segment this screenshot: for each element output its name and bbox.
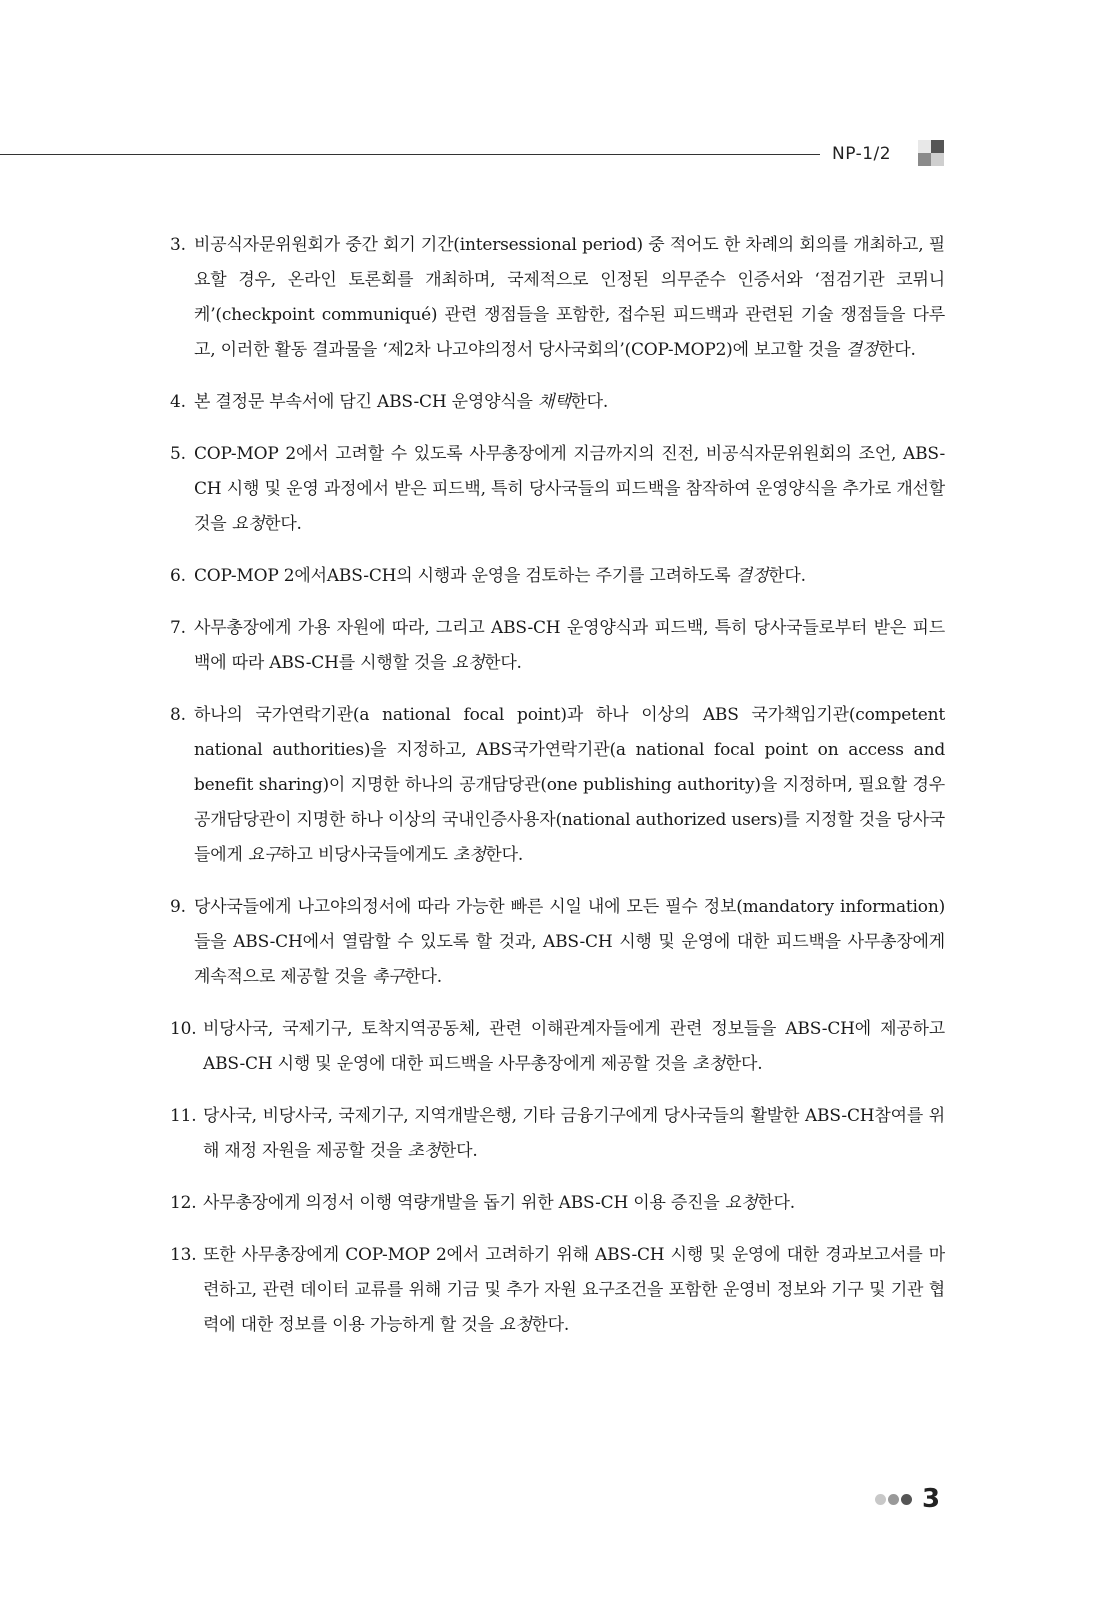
paragraph-text: [194, 385, 945, 420]
text-run: 하나의 국가연락기관(a national focal point)과 하나 이상의 ABS 국가책임기관(competent national authorities)을 지정하고, ABS국가연락기관(a national focal point on access and benefit sharing)이 지명한 하나의 공개담당관(one publishing authority)을 지정하며, 필요할 경우 공개담당관이 지명한 하나 이상의 국내인증사용자(national authorized users)를 지정할 것을 당사국들에게: [194, 705, 946, 865]
paragraph-text: [203, 1012, 945, 1082]
paragraph-text: [203, 1186, 945, 1221]
text-run: 한다.: [484, 653, 522, 673]
emphasized-verb: 요청: [231, 514, 265, 534]
paragraph-item: [170, 1012, 945, 1082]
text-run: 한다.: [264, 514, 302, 534]
emphasized-verb: 초청: [692, 1054, 725, 1074]
paragraph-number: 9.: [170, 897, 186, 917]
paragraph-text: [194, 228, 945, 368]
text-run: 하고 비당사국들에게도: [280, 845, 453, 865]
text-run: 당사국들에게 나고야의정서에 따라 가능한 빠른 시일 내에 모든 필수 정보(mandatory information)들을 ABS-CH에서 열람할 수 있도록 할 것과, ABS-CH 시행 및 운영에 대한 피드백을 사무총장에게 계속적으로 제공할 것을: [194, 897, 945, 987]
emphasized-verb: 요청: [724, 1193, 758, 1213]
text-run: 한다.: [724, 1054, 763, 1074]
paragraph-number: 12.: [170, 1193, 197, 1213]
paragraph-number: 11.: [170, 1106, 197, 1126]
text-run: 비공식자문위원회가 중간 회기 기간(intersessional period) 중 적어도 한 차례의 회의를 개최하고, 필요할 경우, 온라인 토론회를 개최하며, 국제적으로 인정된 의무준수 인증서와 ‘점검기관 코뮈니케’(checkpoint communiqué) 관련 쟁점들을 포함한, 접수된 피드백과 관련된 기술 쟁점들을 다루고, 이러한 활동 결과물을 ‘제2차 나고야의정서 당사국회의’(COP-MOP2)에 보고할 것을: [194, 235, 945, 360]
paragraph-item: [170, 559, 945, 594]
text-run: 한다.: [878, 340, 916, 360]
emphasized-verb: 결정: [735, 566, 769, 586]
paragraph-number: 3.: [170, 235, 186, 255]
paragraph-number: 5.: [170, 444, 186, 464]
paragraph-item: [170, 385, 945, 420]
paragraph-text: [194, 890, 945, 995]
emphasized-verb: 초청: [407, 1141, 440, 1161]
page-number: 3: [922, 1484, 941, 1514]
page-footer: [875, 1484, 940, 1514]
text-run: 사무총장에게 가용 자원에 따라, 그리고 ABS-CH 운영양식과 피드백, 특히 당사국들로부터 받은 피드백에 따라 ABS-CH를 시행할 것을: [194, 618, 945, 673]
text-run: 본 결정문 부속서에 담긴 ABS-CH 운영양식을: [194, 392, 538, 412]
paragraph-number: 6.: [170, 566, 186, 586]
decision-paragraphs: [170, 228, 945, 1360]
text-run: 사무총장에게 의정서 이행 역량개발을 돕기 위한 ABS-CH 이용 증진을: [203, 1193, 725, 1213]
text-run: 한다.: [485, 845, 524, 865]
emphasized-verb: 결정: [845, 340, 879, 360]
paragraph-item: [170, 228, 945, 368]
paragraph-text: [194, 698, 945, 873]
document-code: NP-1/2: [832, 144, 892, 164]
paragraph-item: [170, 698, 945, 873]
paragraph-text: [203, 1099, 945, 1169]
paragraph-text: [194, 437, 945, 542]
emphasized-verb: 요구: [247, 845, 281, 865]
text-run: 당사국, 비당사국, 국제기구, 지역개발은행, 기타 금융기구에게 당사국들의 활발한 ABS-CH참여를 위해 재정 자원을 제공할 것을: [203, 1106, 945, 1161]
paragraph-text: [194, 559, 945, 594]
paragraph-number: 4.: [170, 392, 186, 412]
footer-dot-mid: [888, 1494, 899, 1505]
header-square-mark: [918, 140, 944, 166]
paragraph-item: [170, 1238, 945, 1343]
text-run: COP-MOP 2에서ABS-CH의 시행과 운영을 검토하는 주기를 고려하도록: [194, 566, 736, 586]
text-run: 한다.: [404, 967, 442, 987]
emphasized-verb: 요청: [498, 1315, 532, 1335]
paragraph-item: [170, 1099, 945, 1169]
paragraph-item: [170, 1186, 945, 1221]
emphasized-verb: 채택: [537, 392, 571, 412]
text-run: 한다.: [768, 566, 806, 586]
text-run: 한다.: [570, 392, 609, 412]
paragraph-item: [170, 611, 945, 681]
text-run: 비당사국, 국제기구, 토착지역공동체, 관련 이해관계자들에게 관련 정보들을 ABS-CH에 제공하고 ABS-CH 시행 및 운영에 대한 피드백을 사무총장에게 제공할 것을: [203, 1019, 945, 1074]
paragraph-item: [170, 437, 945, 542]
paragraph-text: [194, 611, 945, 681]
paragraph-item: [170, 890, 945, 995]
text-run: 또한 사무총장에게 COP-MOP 2에서 고려하기 위해 ABS-CH 시행 및 운영에 대한 경과보고서를 마련하고, 관련 데이터 교류를 위해 기금 및 추가 자원 요구조건을 포함한 운영비 정보와 기구 및 기관 협력에 대한 정보를 이용 가능하게 할 것을: [203, 1245, 945, 1335]
footer-dot-light: [875, 1494, 886, 1505]
emphasized-verb: 요청: [451, 653, 485, 673]
text-run: 한다.: [439, 1141, 478, 1161]
footer-dot-dark: [901, 1494, 912, 1505]
text-run: COP-MOP 2에서 고려할 수 있도록 사무총장에게 지금까지의 진전, 비공식자문위원회의 조언, ABS-CH 시행 및 운영 과정에서 받은 피드백, 특히 당사국들의 피드백을 참작하여 운영양식을 추가로 개선할 것을: [194, 444, 945, 534]
header-rule: [0, 154, 820, 155]
text-run: 한다.: [757, 1193, 795, 1213]
emphasized-verb: 촉구: [371, 967, 405, 987]
paragraph-text: [203, 1238, 945, 1343]
emphasized-verb: 초청: [452, 845, 486, 865]
paragraph-number: 13.: [170, 1245, 197, 1265]
text-run: 한다.: [531, 1315, 570, 1335]
paragraph-number: 7.: [170, 618, 186, 638]
paragraph-number: 8.: [170, 705, 186, 725]
paragraph-number: 10.: [170, 1019, 197, 1039]
